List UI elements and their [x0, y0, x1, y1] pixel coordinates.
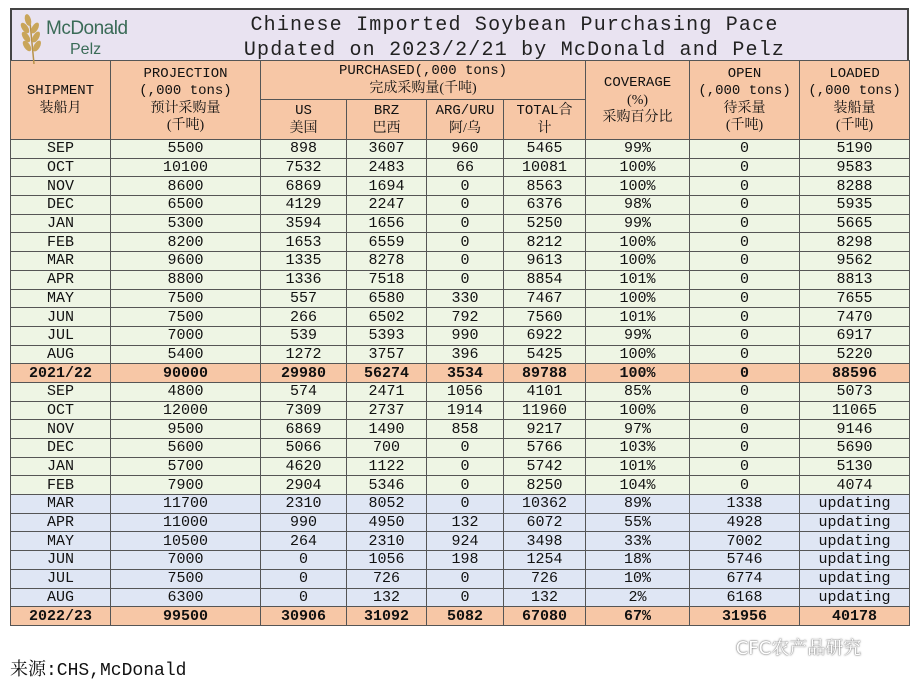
table-cell: DEC	[11, 196, 111, 215]
report-title	[12, 13, 907, 63]
table-cell: 0	[427, 569, 504, 588]
logo-subname: Pelz	[70, 41, 102, 58]
table-cell: 6559	[347, 233, 427, 252]
table-cell: 3607	[347, 140, 427, 159]
table-cell: 0	[690, 401, 800, 420]
table-cell: updating	[800, 532, 910, 551]
table-cell: 31092	[347, 607, 427, 626]
table-cell: 990	[427, 326, 504, 345]
purchasing-table	[10, 60, 910, 626]
header-brz: BRZ 巴西	[347, 100, 427, 140]
table-cell: 1694	[347, 177, 427, 196]
table-cell: 8298	[800, 233, 910, 252]
table-cell: 132	[347, 588, 427, 607]
table-cell: 8854	[504, 270, 586, 289]
table-cell: 8563	[504, 177, 586, 196]
table-cell: 8200	[111, 233, 261, 252]
table-cell: 3534	[427, 364, 504, 383]
table-cell: 6500	[111, 196, 261, 215]
title-line-2: Updated on 2023/2/21 by McDonald and Pelz	[243, 39, 786, 62]
table-cell: 104%	[586, 476, 690, 495]
table-row	[11, 457, 910, 476]
table-row	[11, 495, 910, 514]
table-cell: 7900	[111, 476, 261, 495]
table-cell: SEP	[11, 140, 111, 159]
season-total-row	[11, 607, 910, 626]
table-cell: 10362	[504, 495, 586, 514]
table-cell: 8052	[347, 495, 427, 514]
table-cell: 4101	[504, 382, 586, 401]
table-cell: 1254	[504, 551, 586, 570]
table-cell: AUG	[11, 588, 111, 607]
table-cell: NOV	[11, 420, 111, 439]
table-row	[11, 233, 910, 252]
report-header	[10, 8, 909, 60]
source-note: 来源:CHS,McDonald	[10, 661, 187, 681]
table-cell: 5082	[427, 607, 504, 626]
table-cell: 29980	[261, 364, 347, 383]
table-cell: 0	[690, 196, 800, 215]
table-cell: DEC	[11, 439, 111, 458]
table-cell: 101%	[586, 270, 690, 289]
table-cell: 0	[427, 214, 504, 233]
table-cell: 88596	[800, 364, 910, 383]
table-cell: 100%	[586, 158, 690, 177]
table-cell: 3498	[504, 532, 586, 551]
table-cell: 2904	[261, 476, 347, 495]
logo-name: McDonald	[46, 18, 128, 39]
table-cell: 0	[690, 457, 800, 476]
table-cell: 0	[690, 364, 800, 383]
table-cell: 5690	[800, 439, 910, 458]
table-cell: 266	[261, 308, 347, 327]
table-cell: AUG	[11, 345, 111, 364]
table-cell: 1656	[347, 214, 427, 233]
table-cell: 4800	[111, 382, 261, 401]
table-cell: 4074	[800, 476, 910, 495]
table-cell: 99500	[111, 607, 261, 626]
table-cell: 5400	[111, 345, 261, 364]
table-cell: 3594	[261, 214, 347, 233]
table-cell: 7500	[111, 308, 261, 327]
table-cell: 6774	[690, 569, 800, 588]
table-row	[11, 551, 910, 570]
table-cell: JAN	[11, 214, 111, 233]
table-cell: 0	[690, 158, 800, 177]
table-cell: APR	[11, 513, 111, 532]
table-cell: 100%	[586, 345, 690, 364]
table-cell: SEP	[11, 382, 111, 401]
table-row	[11, 270, 910, 289]
table-cell: 0	[427, 476, 504, 495]
table-row	[11, 289, 910, 308]
table-cell: JUL	[11, 326, 111, 345]
table-cell: 2310	[261, 495, 347, 514]
table-cell: 2483	[347, 158, 427, 177]
table-cell: 5742	[504, 457, 586, 476]
table-row	[11, 252, 910, 271]
table-cell: 10%	[586, 569, 690, 588]
table-cell: 10500	[111, 532, 261, 551]
table-cell: 1336	[261, 270, 347, 289]
table-cell: 0	[427, 196, 504, 215]
table-cell: 0	[690, 382, 800, 401]
table-cell: 5346	[347, 476, 427, 495]
header-shipment: SHIPMENT 装船月	[11, 61, 111, 140]
table-cell: 11700	[111, 495, 261, 514]
table-cell: 5190	[800, 140, 910, 159]
table-row	[11, 345, 910, 364]
table-cell: 2022/23	[11, 607, 111, 626]
table-cell: MAR	[11, 252, 111, 271]
table-cell: 5066	[261, 439, 347, 458]
table-cell: 33%	[586, 532, 690, 551]
report-frame	[10, 8, 909, 626]
table-cell: 6580	[347, 289, 427, 308]
table-cell: 6376	[504, 196, 586, 215]
table-cell: 1272	[261, 345, 347, 364]
table-cell: 858	[427, 420, 504, 439]
table-cell: 99%	[586, 326, 690, 345]
table-cell: 5935	[800, 196, 910, 215]
watermark	[700, 634, 861, 660]
table-cell: 6922	[504, 326, 586, 345]
table-cell: 0	[690, 476, 800, 495]
table-cell: updating	[800, 569, 910, 588]
table-cell: 1338	[690, 495, 800, 514]
header-purchased: PURCHASED(,000 tons) 完成采购量(千吨)	[261, 61, 586, 100]
table-cell: 30906	[261, 607, 347, 626]
table-cell: 40178	[800, 607, 910, 626]
table-cell: JUN	[11, 308, 111, 327]
table-cell: 4950	[347, 513, 427, 532]
table-cell: 1335	[261, 252, 347, 271]
table-cell: 100%	[586, 289, 690, 308]
table-row	[11, 588, 910, 607]
table-cell: 7002	[690, 532, 800, 551]
table-cell: 0	[427, 457, 504, 476]
table-cell: 792	[427, 308, 504, 327]
table-cell: 4620	[261, 457, 347, 476]
table-row	[11, 513, 910, 532]
table-row	[11, 382, 910, 401]
table-cell: 539	[261, 326, 347, 345]
table-cell: 198	[427, 551, 504, 570]
table-cell: 66	[427, 158, 504, 177]
table-cell: 0	[261, 569, 347, 588]
table-row	[11, 140, 910, 159]
table-cell: 726	[347, 569, 427, 588]
table-cell: 99%	[586, 214, 690, 233]
table-cell: 0	[261, 551, 347, 570]
table-cell: JUN	[11, 551, 111, 570]
table-cell: 100%	[586, 401, 690, 420]
table-cell: 8800	[111, 270, 261, 289]
table-cell: 2021/22	[11, 364, 111, 383]
table-cell: 98%	[586, 196, 690, 215]
table-cell: 0	[261, 588, 347, 607]
table-row	[11, 569, 910, 588]
table-cell: 103%	[586, 439, 690, 458]
table-row	[11, 326, 910, 345]
table-cell: 8288	[800, 177, 910, 196]
table-cell: 100%	[586, 252, 690, 271]
table-cell: 8813	[800, 270, 910, 289]
table-cell: 3757	[347, 345, 427, 364]
table-cell: 56274	[347, 364, 427, 383]
table-row	[11, 420, 910, 439]
table-cell: 0	[690, 439, 800, 458]
table-cell: 67%	[586, 607, 690, 626]
table-cell: 101%	[586, 308, 690, 327]
table-cell: 89788	[504, 364, 586, 383]
table-cell: 5766	[504, 439, 586, 458]
table-cell: FEB	[11, 233, 111, 252]
table-cell: OCT	[11, 401, 111, 420]
table-cell: 0	[690, 140, 800, 159]
table-cell: 4928	[690, 513, 800, 532]
table-cell: 6072	[504, 513, 586, 532]
header-us: US 美国	[261, 100, 347, 140]
header-open: OPEN (,000 tons) 待采量 (千吨)	[690, 61, 800, 140]
table-cell: 11000	[111, 513, 261, 532]
table-cell: 4129	[261, 196, 347, 215]
table-cell: 960	[427, 140, 504, 159]
table-cell: 2471	[347, 382, 427, 401]
table-cell: 9600	[111, 252, 261, 271]
table-cell: 5425	[504, 345, 586, 364]
table-cell: 898	[261, 140, 347, 159]
table-cell: OCT	[11, 158, 111, 177]
table-cell: updating	[800, 513, 910, 532]
header-loaded: LOADED (,000 tons) 装船量 (千吨)	[800, 61, 910, 140]
table-cell: 0	[690, 326, 800, 345]
table-cell: 0	[427, 252, 504, 271]
table-cell: MAY	[11, 289, 111, 308]
table-cell: 18%	[586, 551, 690, 570]
table-cell: 1122	[347, 457, 427, 476]
table-cell: 1056	[347, 551, 427, 570]
table-cell: 0	[427, 233, 504, 252]
table-cell: NOV	[11, 177, 111, 196]
table-cell: 557	[261, 289, 347, 308]
table-cell: 0	[427, 177, 504, 196]
table-cell: 7309	[261, 401, 347, 420]
table-row	[11, 177, 910, 196]
table-row	[11, 401, 910, 420]
title-line-1: Chinese Imported Soybean Purchasing Pace	[250, 14, 779, 37]
table-cell: 7500	[111, 289, 261, 308]
header-arg-uru: ARG/URU 阿/乌	[427, 100, 504, 140]
table-cell: 7000	[111, 326, 261, 345]
table-cell: 31956	[690, 607, 800, 626]
table-cell: 0	[690, 214, 800, 233]
table-cell: 6917	[800, 326, 910, 345]
table-cell: 5700	[111, 457, 261, 476]
table-cell: 0	[690, 270, 800, 289]
table-cell: APR	[11, 270, 111, 289]
table-cell: 0	[427, 270, 504, 289]
table-cell: 0	[427, 439, 504, 458]
table-cell: 5300	[111, 214, 261, 233]
table-cell: MAY	[11, 532, 111, 551]
header-total: TOTAL合 计	[504, 100, 586, 140]
table-cell: JAN	[11, 457, 111, 476]
table-cell: 11960	[504, 401, 586, 420]
table-body	[11, 140, 910, 626]
table-cell: 0	[690, 420, 800, 439]
table-cell: 0	[690, 233, 800, 252]
table-row	[11, 214, 910, 233]
table-cell: 100%	[586, 233, 690, 252]
table-cell: 100%	[586, 177, 690, 196]
table-cell: FEB	[11, 476, 111, 495]
table-cell: 5500	[111, 140, 261, 159]
table-cell: 90000	[111, 364, 261, 383]
table-cell: 6300	[111, 588, 261, 607]
table-cell: 9217	[504, 420, 586, 439]
table-cell: 5746	[690, 551, 800, 570]
table-row	[11, 308, 910, 327]
table-cell: 924	[427, 532, 504, 551]
table-cell: 101%	[586, 457, 690, 476]
table-cell: 0	[427, 495, 504, 514]
header-coverage: COVERAGE (%) 采购百分比	[586, 61, 690, 140]
table-cell: 0	[690, 177, 800, 196]
watermark-text: CFC农产品研究	[735, 638, 862, 659]
table-cell: 7532	[261, 158, 347, 177]
table-cell: 10081	[504, 158, 586, 177]
table-row	[11, 476, 910, 495]
table-cell: 990	[261, 513, 347, 532]
table-cell: 67080	[504, 607, 586, 626]
table-cell: 89%	[586, 495, 690, 514]
table-cell: 7560	[504, 308, 586, 327]
table-cell: MAR	[11, 495, 111, 514]
table-cell: 2247	[347, 196, 427, 215]
table-cell: 330	[427, 289, 504, 308]
table-cell: 5393	[347, 326, 427, 345]
table-cell: 9613	[504, 252, 586, 271]
table-cell: 132	[504, 588, 586, 607]
table-row	[11, 196, 910, 215]
table-cell: 132	[427, 513, 504, 532]
table-cell: 5130	[800, 457, 910, 476]
table-cell: 7467	[504, 289, 586, 308]
chat-bubble-icon	[700, 640, 726, 658]
table-cell: updating	[800, 551, 910, 570]
table-cell: 55%	[586, 513, 690, 532]
table-cell: 396	[427, 345, 504, 364]
table-cell: 7518	[347, 270, 427, 289]
table-cell: updating	[800, 495, 910, 514]
table-cell: 700	[347, 439, 427, 458]
table-cell: 1914	[427, 401, 504, 420]
table-cell: 85%	[586, 382, 690, 401]
table-cell: 9146	[800, 420, 910, 439]
table-row	[11, 532, 910, 551]
table-cell: 1490	[347, 420, 427, 439]
table-cell: 2737	[347, 401, 427, 420]
table-cell: 9583	[800, 158, 910, 177]
table-cell: 11065	[800, 401, 910, 420]
table-cell: 0	[690, 345, 800, 364]
table-cell: 8600	[111, 177, 261, 196]
table-cell: 5073	[800, 382, 910, 401]
table-cell: 9562	[800, 252, 910, 271]
table-cell: 8250	[504, 476, 586, 495]
table-cell: 726	[504, 569, 586, 588]
table-row	[11, 158, 910, 177]
table-cell: 6168	[690, 588, 800, 607]
table-cell: 8212	[504, 233, 586, 252]
table-cell: 12000	[111, 401, 261, 420]
table-cell: 1056	[427, 382, 504, 401]
table-cell: 0	[690, 308, 800, 327]
table-cell: 264	[261, 532, 347, 551]
table-cell: 6869	[261, 420, 347, 439]
table-cell: 1653	[261, 233, 347, 252]
table-cell: 9500	[111, 420, 261, 439]
table-cell: 99%	[586, 140, 690, 159]
table-row	[11, 439, 910, 458]
table-cell: 97%	[586, 420, 690, 439]
table-cell: 6502	[347, 308, 427, 327]
table-cell: 5465	[504, 140, 586, 159]
table-cell: 574	[261, 382, 347, 401]
table-cell: 7000	[111, 551, 261, 570]
table-cell: 0	[690, 252, 800, 271]
table-cell: 7500	[111, 569, 261, 588]
table-cell: 0	[690, 289, 800, 308]
season-total-row	[11, 364, 910, 383]
table-cell: 5600	[111, 439, 261, 458]
table-cell: 2%	[586, 588, 690, 607]
table-cell: 8278	[347, 252, 427, 271]
table-cell: 6869	[261, 177, 347, 196]
table-cell: 100%	[586, 364, 690, 383]
table-cell: 5220	[800, 345, 910, 364]
table-cell: 5250	[504, 214, 586, 233]
table-cell: 2310	[347, 532, 427, 551]
table-cell: 0	[427, 588, 504, 607]
table-cell: 7470	[800, 308, 910, 327]
table-cell: JUL	[11, 569, 111, 588]
header-projection: PROJECTION (,000 tons) 预计采购量 (千吨)	[111, 61, 261, 140]
table-cell: 7655	[800, 289, 910, 308]
table-cell: 5665	[800, 214, 910, 233]
table-cell: updating	[800, 588, 910, 607]
table-cell: 10100	[111, 158, 261, 177]
